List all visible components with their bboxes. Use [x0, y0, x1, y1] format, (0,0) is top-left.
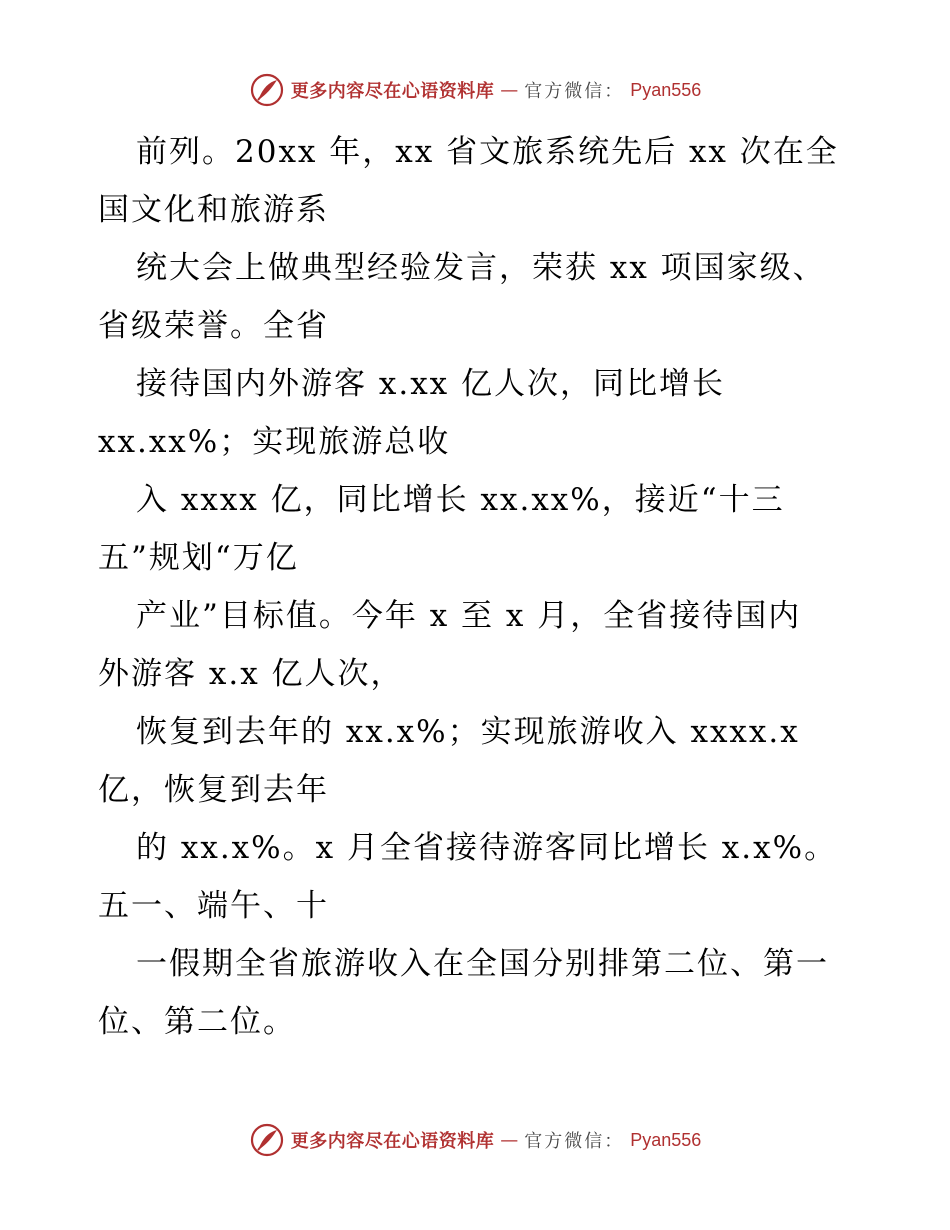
- text-line: 统大会上做典型经验发言，荣获 xx 项国家级、: [136, 250, 826, 286]
- watermark-brand: 更多内容尽在心语资料库: [290, 81, 495, 102]
- footer-watermark: [0, 1120, 950, 1160]
- feather-pen-icon: [249, 72, 285, 108]
- header-watermark: [0, 70, 950, 110]
- text-line: 前列。20xx 年，xx 省文旅系统先后 xx 次在全: [136, 134, 839, 170]
- text-line: 国文化和旅游系: [98, 192, 329, 228]
- text-line: 接待国内外游客 x.xx 亿人次，同比增长: [136, 366, 726, 402]
- watermark-dash: —: [500, 79, 519, 101]
- text-line: 产业”目标值。今年 x 至 x 月，全省接待国内: [136, 598, 802, 634]
- watermark-brand: 更多内容尽在心语资料库: [290, 1131, 495, 1152]
- watermark-label: 官方微信：: [524, 1131, 625, 1152]
- text-line: 外游客 x.x 亿人次，: [98, 656, 404, 692]
- watermark-label: 官方微信：: [524, 81, 625, 102]
- text-line: 省级荣誉。全省: [98, 308, 329, 344]
- text-line: 五一、端午、十: [98, 888, 329, 924]
- text-line: xx.xx%；实现旅游总收: [98, 424, 451, 460]
- watermark-dash: —: [500, 1129, 519, 1151]
- text-line: 恢复到去年的 xx.x%；实现旅游收入 xxxx.x: [136, 714, 800, 750]
- text-line: 亿，恢复到去年: [98, 772, 329, 808]
- text-line: 一假期全省旅游收入在全国分别排第二位、第一: [136, 946, 829, 982]
- text-line: 入 xxxx 亿，同比增长 xx.xx%，接近“十三: [136, 482, 785, 518]
- text-line: 五”规划“万亿: [98, 540, 299, 576]
- feather-pen-icon: [249, 1122, 285, 1158]
- text-line: 的 xx.x%。x 月全省接待游客同比增长 x.x%。: [136, 830, 838, 866]
- watermark-account: Pyan556: [630, 1129, 702, 1150]
- watermark-account: Pyan556: [630, 79, 702, 100]
- document-body: [98, 123, 858, 1051]
- text-line: 位、第二位。: [98, 1004, 296, 1040]
